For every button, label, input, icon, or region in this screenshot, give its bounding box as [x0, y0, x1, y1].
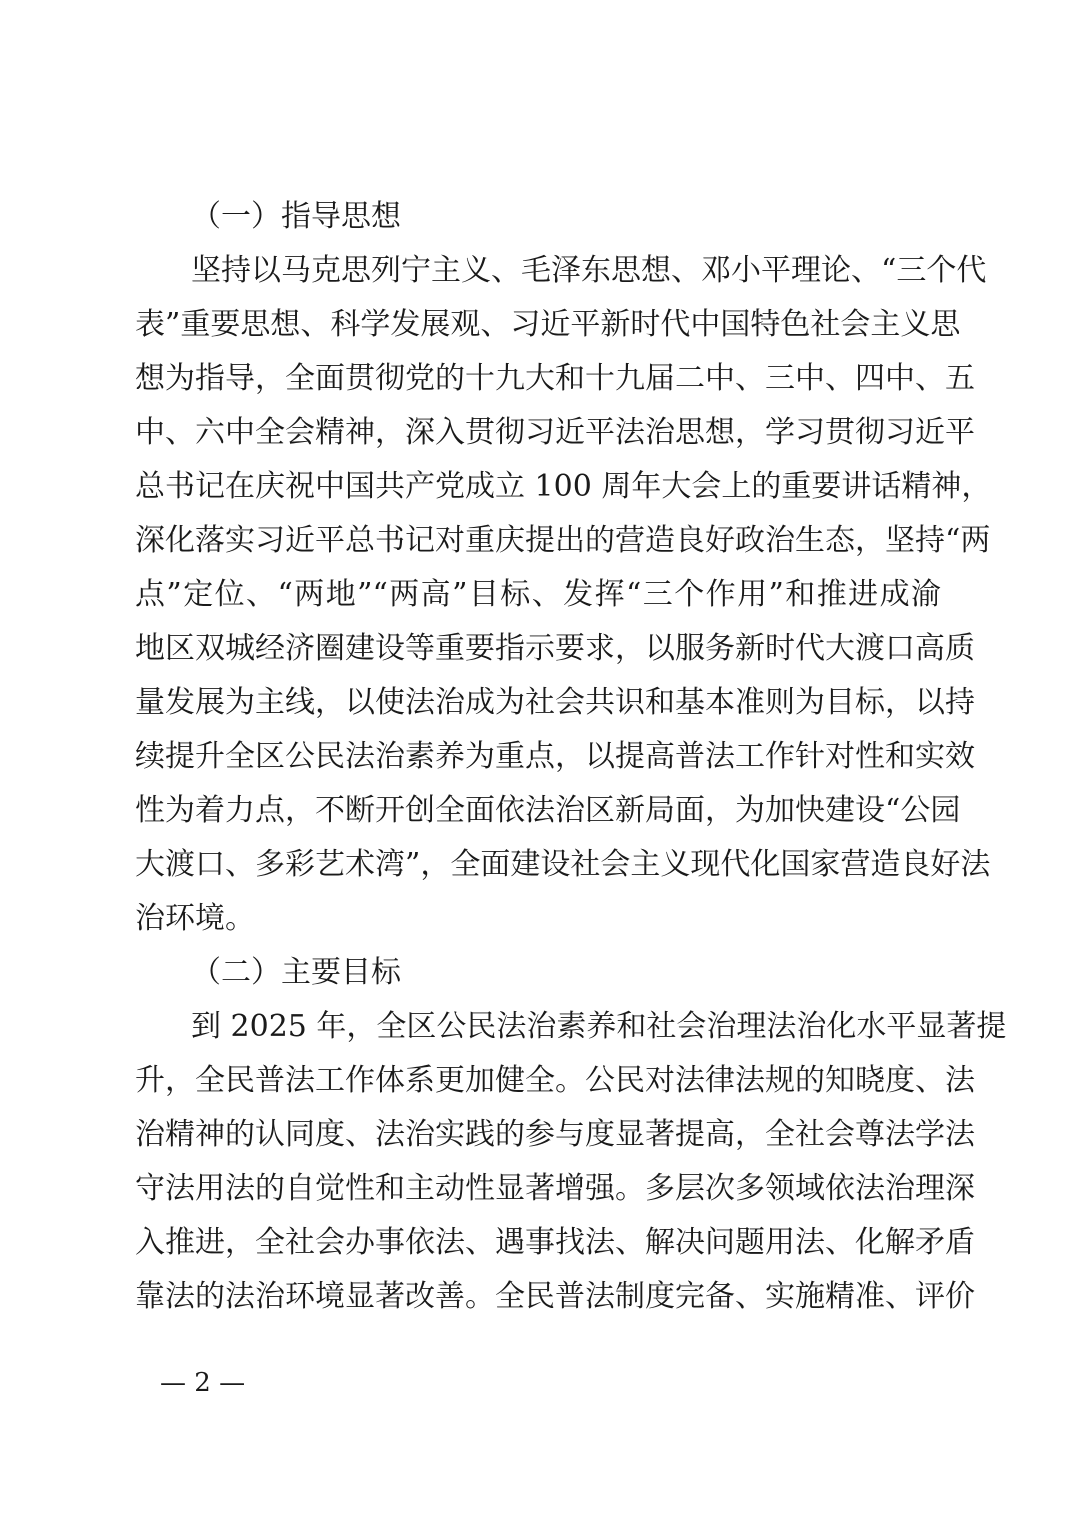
- text-line: 深化落实习近平总书记对重庆提出的营造良好政治生态，坚持“两: [135, 523, 991, 558]
- text-line: 入推进，全社会办事依法、遇事找法、解决问题用法、化解矛盾: [135, 1225, 975, 1260]
- text-line: 大渡口、多彩艺术湾”，全面建设社会主义现代化国家营造良好法: [135, 847, 991, 882]
- text-line: 表”重要思想、科学发展观、习近平新时代中国特色社会主义思: [135, 307, 961, 342]
- section-heading-main-goals: （二）主要目标: [191, 955, 401, 990]
- page-number: — 2 —: [160, 1368, 246, 1398]
- text-line: 守法用法的自觉性和主动性显著增强。多层次多领域依法治理深: [135, 1171, 975, 1206]
- text-line: 治精神的认同度、法治实践的参与度显著提高，全社会尊法学法: [135, 1117, 975, 1152]
- text-line: 中、六中全会精神，深入贯彻习近平法治思想，学习贯彻习近平: [135, 415, 975, 450]
- text-line: 点”定位、“两地”“两高”目标、发挥“三个作用”和推进成渝: [135, 577, 941, 612]
- text-line: 想为指导，全面贯彻党的十九大和十九届二中、三中、四中、五: [135, 361, 975, 396]
- text-line: 治环境。: [135, 901, 255, 936]
- text-line: 坚持以马克思列宁主义、毛泽东思想、邓小平理论、“三个代: [191, 253, 987, 288]
- text-line: 升，全民普法工作体系更加健全。公民对法律法规的知晓度、法: [135, 1063, 975, 1098]
- section-heading-guiding-ideology: （一）指导思想: [191, 199, 401, 234]
- paragraph-main-goals: [135, 1000, 1007, 1324]
- text-line: 量发展为主线，以使法治成为社会共识和基本准则为目标，以持: [135, 685, 975, 720]
- document-body: [135, 190, 1007, 1324]
- text-line: 到 2025 年，全区公民法治素养和社会治理法治化水平显著提: [191, 1009, 1007, 1044]
- text-line: 靠法的法治环境显著改善。全民普法制度完备、实施精准、评价: [135, 1279, 975, 1314]
- text-line: 总书记在庆祝中国共产党成立 100 周年大会上的重要讲话精神，: [135, 469, 992, 504]
- text-line: 地区双城经济圈建设等重要指示要求，以服务新时代大渡口高质: [135, 631, 975, 666]
- text-line: 性为着力点，不断开创全面依法治区新局面，为加快建设“公园: [135, 793, 961, 828]
- paragraph-guiding-ideology: [135, 244, 992, 946]
- text-line: 续提升全区公民法治素养为重点，以提高普法工作针对性和实效: [135, 739, 975, 774]
